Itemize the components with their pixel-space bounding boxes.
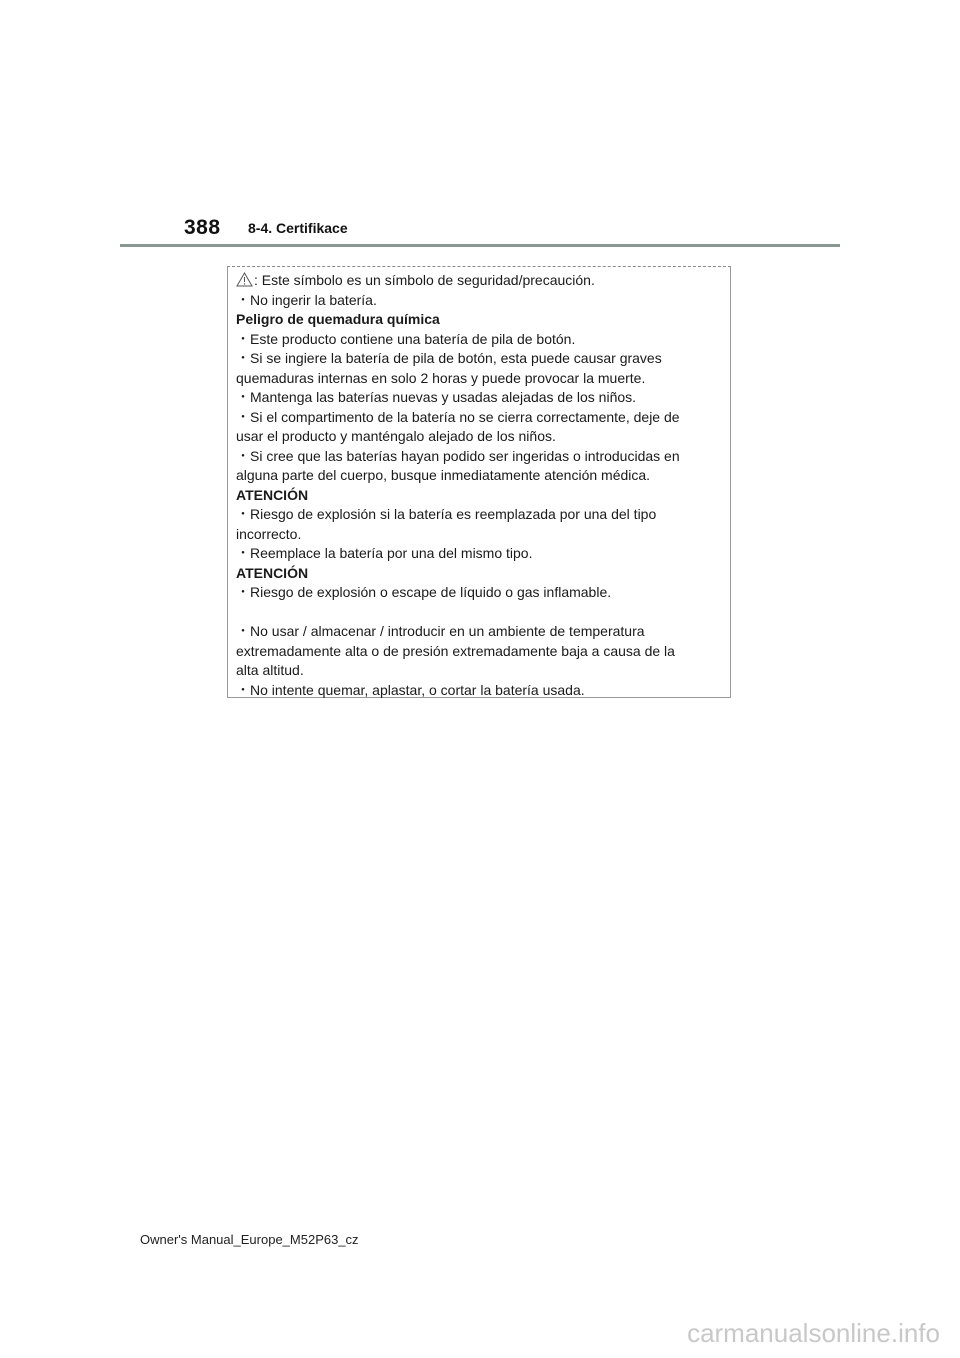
notice-line bbox=[236, 544, 724, 564]
notice-text bbox=[236, 271, 724, 700]
page-number: 388 bbox=[184, 216, 221, 239]
notice-line bbox=[236, 681, 724, 701]
notice-line bbox=[236, 622, 724, 642]
watermark: carmanualsonline.info bbox=[687, 1318, 940, 1348]
notice-line-text: ・Si el compartimento de la batería no se cierra correctamente, deje de bbox=[236, 408, 680, 425]
header-divider bbox=[120, 244, 840, 247]
notice-line bbox=[236, 661, 724, 681]
notice-line-text: ATENCIÓN bbox=[236, 564, 309, 581]
notice-line-text: : Este símbolo es un símbolo de seguridad/precaución. bbox=[254, 272, 595, 288]
notice-line-text: ・Mantenga las baterías nuevas y usadas alejadas de los niños. bbox=[236, 389, 637, 405]
notice-heading bbox=[236, 310, 724, 330]
notice-line-text: quemaduras internas en solo 2 horas y puede provocar la muerte. bbox=[236, 369, 646, 386]
notice-line bbox=[236, 447, 724, 467]
notice-line bbox=[236, 427, 724, 447]
notice-heading bbox=[236, 564, 724, 584]
notice-line-text: ・No intente quemar, aplastar, o cortar la batería usada. bbox=[236, 681, 585, 698]
notice-line bbox=[236, 642, 724, 662]
notice-line-text: ・Si cree que las baterías hayan podido ser ingeridas o introducidas en bbox=[236, 447, 680, 464]
notice-line bbox=[236, 271, 724, 291]
notice-line-text: Peligro de quemadura química bbox=[236, 311, 440, 327]
notice-heading bbox=[236, 486, 724, 506]
section-title: 8-4. Certifikace bbox=[248, 220, 348, 236]
notice-line bbox=[236, 583, 724, 603]
notice-line bbox=[236, 291, 724, 311]
notice-line-text: ・No ingerir la batería. bbox=[236, 291, 377, 308]
notice-line-text: ・No usar / almacenar / introducir en un ambiente de temperatura bbox=[236, 623, 645, 639]
notice-line bbox=[236, 505, 724, 525]
notice-line-text: incorrecto. bbox=[236, 525, 302, 542]
notice-line-text: ・Si se ingiere la batería de pila de botón, esta puede causar graves bbox=[236, 350, 662, 366]
notice-line-text: ・Este producto contiene una batería de pila de botón. bbox=[236, 330, 576, 347]
notice-line-text: ATENCIÓN bbox=[236, 486, 309, 503]
notice-line-text: extremadamente alta o de presión extremadamente baja a causa de la bbox=[236, 642, 675, 659]
notice-line bbox=[236, 408, 724, 428]
notice-line bbox=[236, 525, 724, 545]
notice-line bbox=[236, 369, 724, 389]
warning-triangle-icon bbox=[236, 272, 253, 287]
notice-line bbox=[236, 349, 724, 369]
notice-line bbox=[236, 466, 724, 486]
notice-line-text: alta altitud. bbox=[236, 662, 304, 678]
footer-manual-id: Owner's Manual_Europe_M52P63_cz bbox=[140, 1232, 359, 1247]
notice-line-text: ・Riesgo de explosión si la batería es reemplazada por una del tipo bbox=[236, 506, 657, 522]
notice-line-text: usar el producto y manténgalo alejado de los niños. bbox=[236, 428, 556, 444]
notice-spacer bbox=[236, 603, 724, 623]
battery-warning-notice bbox=[227, 266, 731, 698]
notice-line-text: ・Reemplace la batería por una del mismo tipo. bbox=[236, 545, 533, 561]
notice-line-text: ・Riesgo de explosión o escape de líquido o gas inflamable. bbox=[236, 584, 612, 600]
notice-line-text: alguna parte del cuerpo, busque inmediatamente atención médica. bbox=[236, 467, 651, 483]
notice-line bbox=[236, 388, 724, 408]
notice-line bbox=[236, 330, 724, 350]
